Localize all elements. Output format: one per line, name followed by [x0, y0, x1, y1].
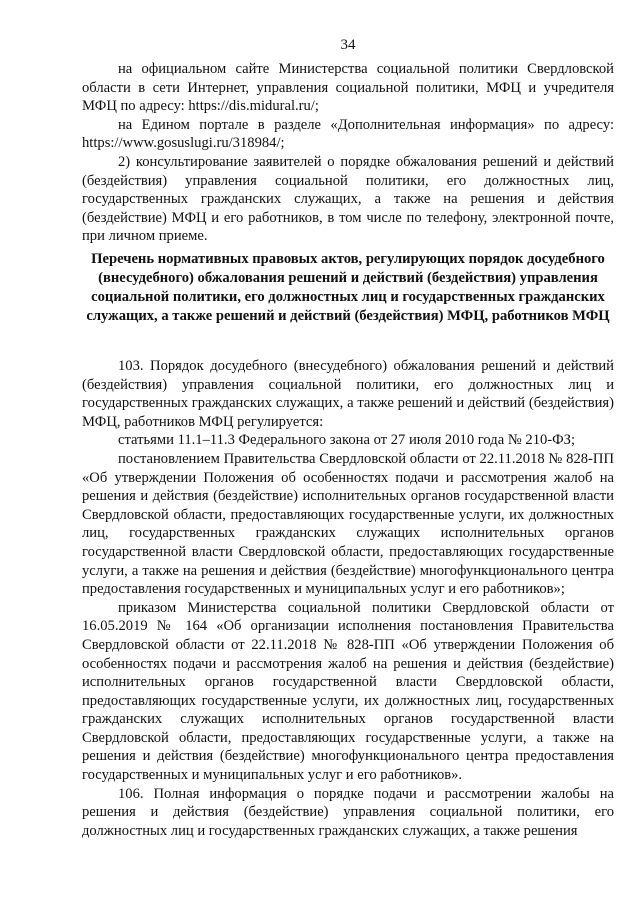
paragraph-106: 106. Полная информация о порядке подачи и рассмотрении жалобы на решения и действия (бездействие) управления социальной политики, его должностных лиц и государственных гражданских служащих, а также решения [82, 785, 614, 839]
paragraph-government-resolution: постановлением Правительства Свердловской области от 22.11.2018 № 828-ПП «Об утверждении Положения об особенностях подачи и рассмотрения жалоб на решения и действия (бездействие) исполнительных органов государственной власти Свердловской области, предоставляющих государственные услуги, их должностных лиц, государственных гражданских служащих исполнительных органов государственной власти Свердловской области, предоставляющих государственные услуги, а также на решения и действия (бездействие) многофункционального центра предоставления государственных и муниципальных услуг и его работников»; [82, 450, 614, 598]
paragraph-103: 103. Порядок досудебного (внесудебного) обжалования решений и действий (бездействия) управления социальной политики, его должностных лиц и государственных гражданских служащих, а также решений и действий (бездействия) МФЦ, работников МФЦ регулируется: [82, 358, 614, 430]
document-page [82, 0, 614, 905]
paragraph-ministry-website: на официальном сайте Министерства социальной политики Свердловской области в сети Интернет, управления социальной политики, МФЦ и учредителя МФЦ по адресу: https://dis.midural.ru/; [82, 61, 614, 115]
regulations-section [82, 357, 614, 840]
paragraph-consultation: 2) консультирование заявителей о порядке обжалования решений и действий (бездействия) управления социальной политики, его должностных лиц, государственных гражданских служащих, а также на решения и действия (бездействие) МФЦ и его работников, в том числе по телефону, электронной почте, при личном приеме. [82, 153, 614, 245]
paragraph-federal-law: статьями 11.1–11.3 Федерального закона от 27 июля 2010 года № 210-ФЗ; [118, 432, 576, 449]
paragraph-ministry-order: приказом Министерства социальной политики Свердловской области от 16.05.2019 № 164 «Об организации исполнения постановления Правительства Свердловской области от 22.11.2018 № 828-ПП «Об утверждении Положения об особенностях подачи и рассмотрения жалоб на решения и действия (бездействие) исполнительных органов государственной власти Свердловской области, предоставляющих государственные услуги, их должностных лиц, государственных гражданских служащих исполнительных органов государственной власти Свердловской области, предоставляющих государственные услуги, а также на решения и действия (бездействие) многофункционального центра предоставления государственных и муниципальных услуг и его работников». [82, 599, 614, 784]
section-title: Перечень нормативных правовых актов, регулирующих порядок досудебного (внесудебного) обжалования решений и действий (бездействия) управления социальной политики, его должностных лиц и государственных гражданских служащих, а также решений и действий (бездействия) МФЦ, работников МФЦ [86, 251, 610, 324]
page-number: 34 [340, 37, 356, 53]
section-heading [82, 250, 614, 326]
paragraph-unified-portal: на Едином портале в разделе «Дополнительная информация» по адресу: https://www.gosuslugi.ru/318984/; [82, 116, 614, 152]
contact-info-section [82, 60, 614, 246]
